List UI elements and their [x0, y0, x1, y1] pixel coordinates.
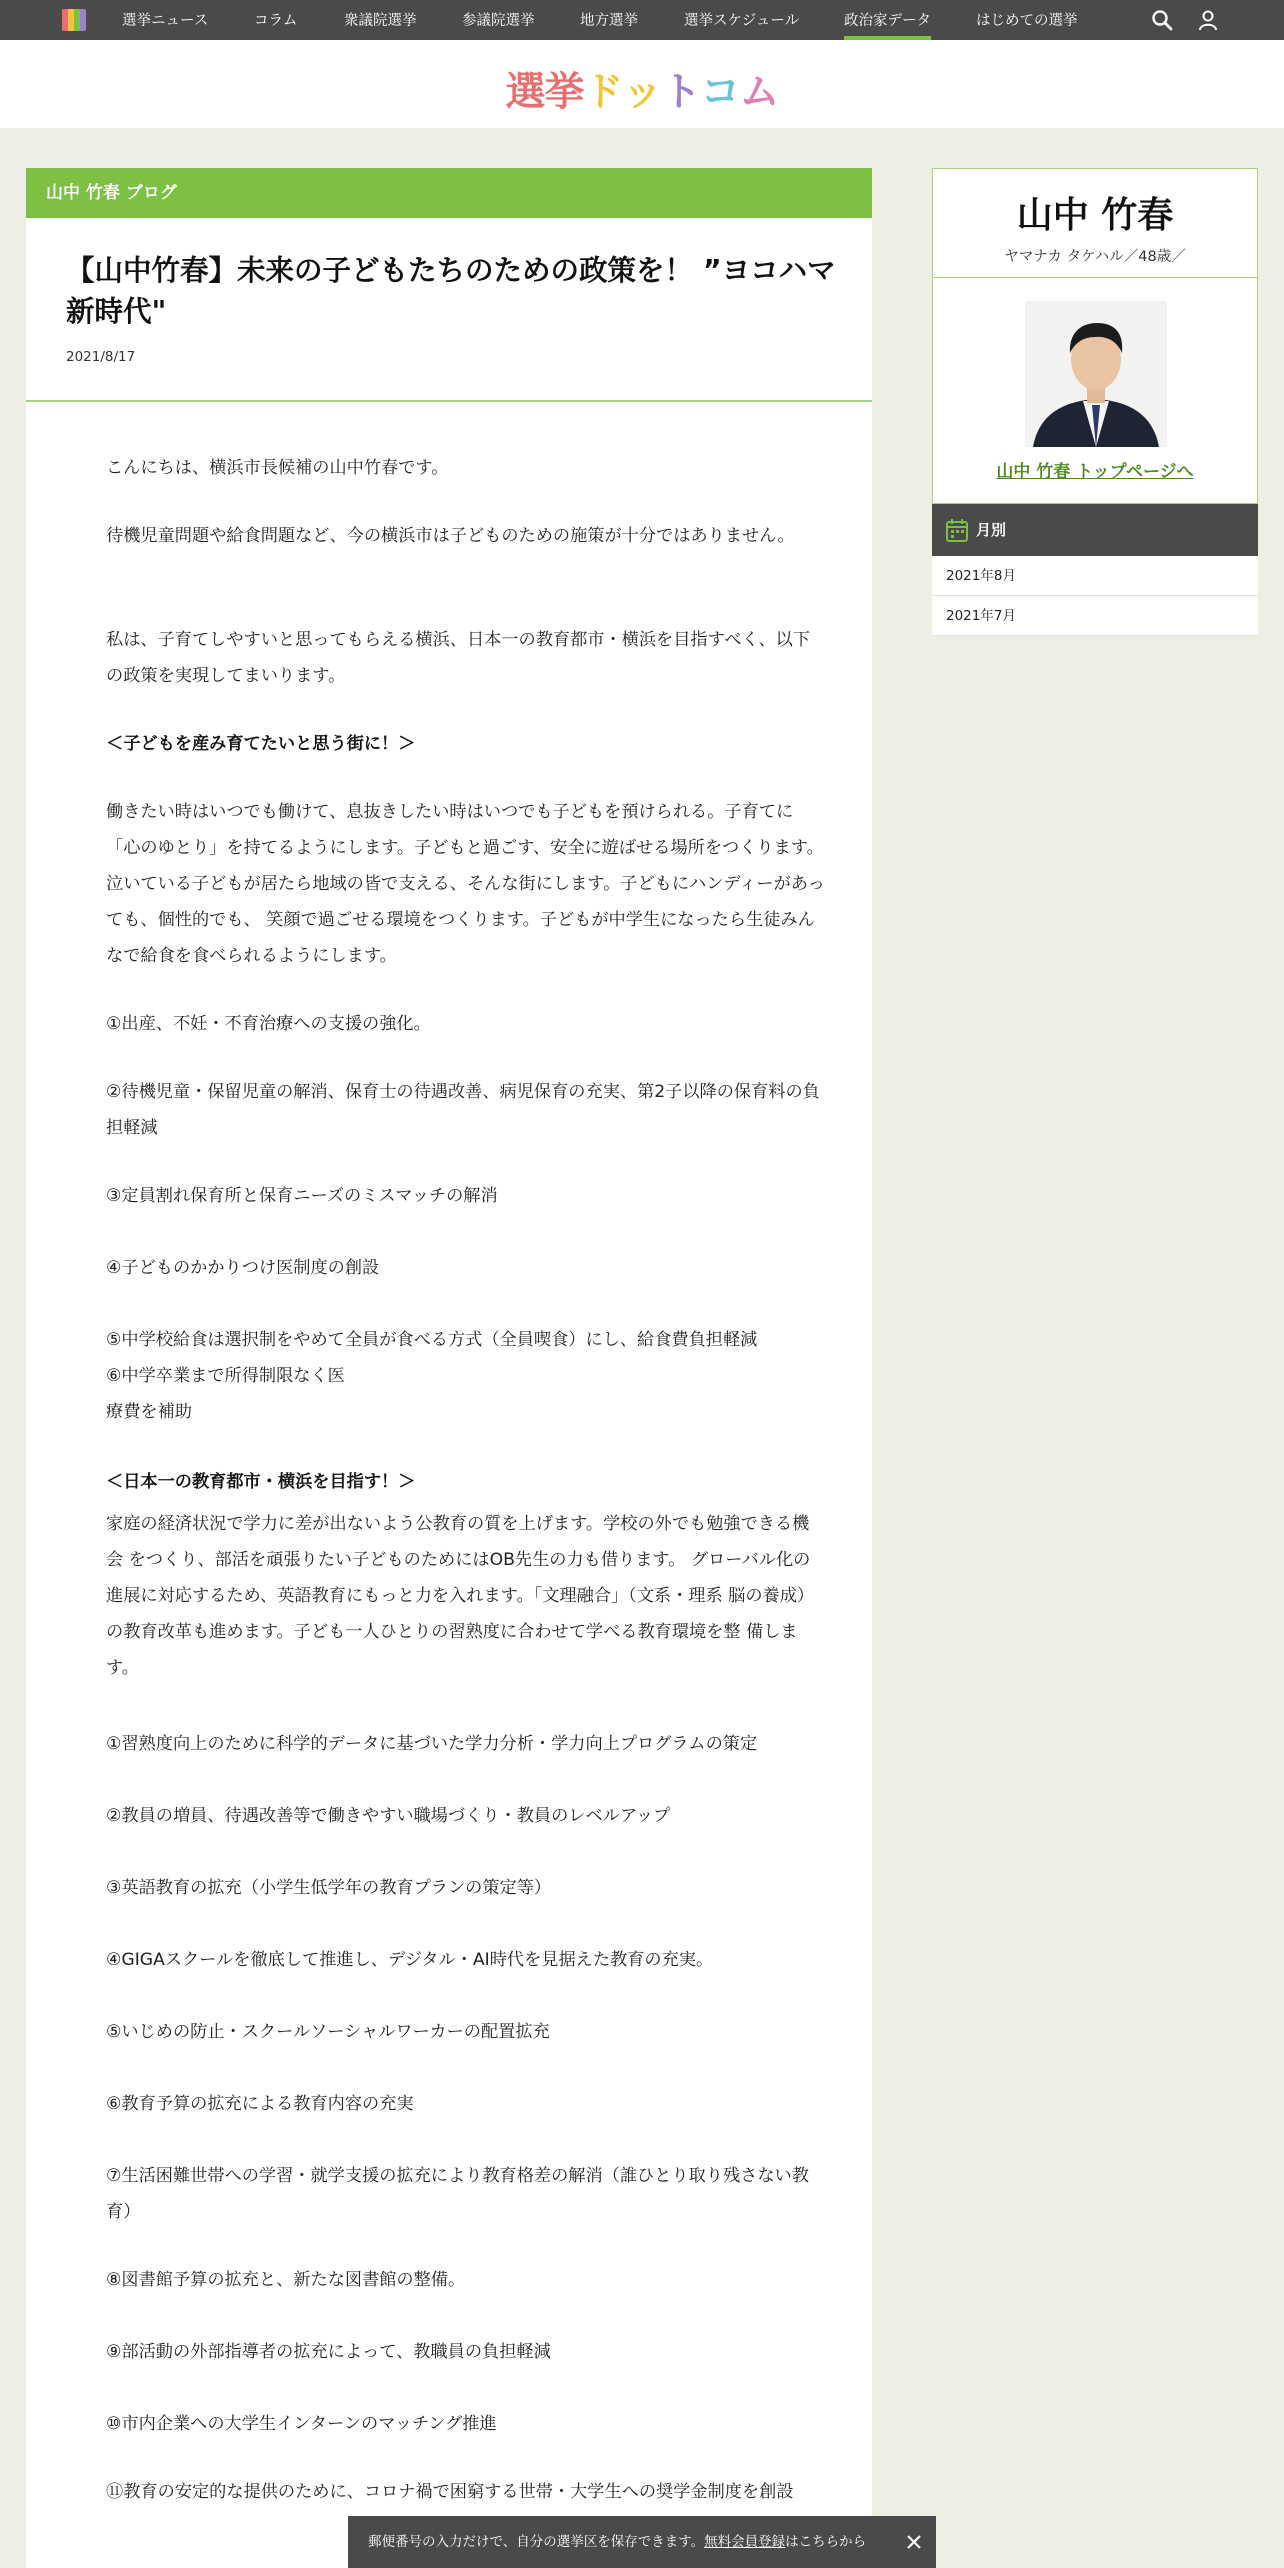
- paragraph: 家庭の経済状況で学力に差が出ないよう公教育の質を上げます。学校の外でも勉強できる機会 をつくり、部活を頑張りたい子どものためにはOB先生の力も借ります。 グローバル化の進展に対応するため、英語教育にもっと力を入れます。「文理融合」（文系・理系 脳の養成）の教育改革も進めます。子ども一人ひとりの習熟度に合わせて学べる教育環境を整 備します。: [106, 1514, 815, 1678]
- list-item: ①出産、不妊・不育治療への支援の強化。: [106, 1014, 431, 1034]
- list-item: ⑤中学校給食は選択制をやめて全員が食べる方式（全員喫食）にし、給食費負担軽減: [106, 1330, 758, 1350]
- post-title: 【山中竹春】未来の子どもたちのための政策を！ ”ヨコハマ新時代": [66, 254, 836, 328]
- section-heading: ＜子どもを産み育てたいと思う街に！＞: [106, 734, 416, 754]
- list-item: 療費を補助: [106, 1402, 192, 1422]
- list-item: ③英語教育の拡充（小学生低学年の教育プランの策定等）: [106, 1878, 552, 1898]
- nav-item-first-election[interactable]: はじめての選挙: [976, 13, 1078, 29]
- paragraph: 待機児童問題や給食問題など、今の横浜市は子どものための施策が十分ではありません。: [106, 526, 795, 546]
- banner-text-suffix: はこちらから: [785, 2534, 867, 2550]
- list-item: ①習熟度向上のために科学的データに基づいた学力分析・学力向上プログラムの策定: [106, 1734, 758, 1754]
- list-item: ②待機児童・保留児童の解消、保育士の待遇改善、病児保育の充実、第2子以降の保育料の負担軽減: [106, 1082, 820, 1138]
- politician-photo[interactable]: [1025, 301, 1167, 447]
- user-icon[interactable]: [1196, 8, 1220, 32]
- list-item: ⑦生活困難世帯への学習・就学支援の拡充により教育格差の解消（誰ひとり取り残さない教育）: [106, 2166, 809, 2222]
- month-archive-link[interactable]: 2021年8月: [932, 556, 1258, 596]
- close-icon[interactable]: [902, 2530, 926, 2554]
- menu-logo-icon[interactable]: [62, 9, 86, 31]
- politician-top-page-link[interactable]: 山中 竹春 トップページへ: [996, 462, 1194, 482]
- politician-name: 山中 竹春: [1016, 195, 1174, 236]
- monthly-archive-title: 月別: [976, 521, 1007, 539]
- nav-item-house-of-representatives[interactable]: 衆議院選挙: [344, 13, 417, 29]
- calendar-icon: [946, 518, 968, 542]
- site-logo[interactable]: 選 挙 ド ッ ト コ ム: [505, 68, 779, 115]
- section-heading: ＜日本一の教育都市・横浜を目指す！＞: [106, 1472, 416, 1492]
- divider: [26, 400, 872, 402]
- nav-item-politician-data[interactable]: 政治家データ: [844, 0, 931, 40]
- nav-item-column[interactable]: コラム: [254, 13, 298, 29]
- list-item: ⑩市内企業への大学生インターンのマッチング推進: [106, 2414, 497, 2434]
- blog-section-title: 山中 竹春 ブログ: [26, 168, 872, 218]
- paragraph: こんにちは、横浜市長候補の山中竹春です。: [106, 458, 449, 478]
- paragraph: 私は、子育てしやすいと思ってもらえる横浜、日本一の教育都市・横浜を目指すべく、以下の政策を実現してまいります。: [106, 630, 811, 686]
- list-item: ④子どものかかりつけ医制度の創設: [106, 1258, 380, 1278]
- list-item: ③定員割れ保育所と保育ニーズのミスマッチの解消: [106, 1186, 498, 1206]
- list-item: ④GIGAスクールを徹底して推進し、デジタル・AI時代を見据えた教育の充実。: [106, 1950, 714, 1970]
- banner-text: 郵便番号の入力だけで、自分の選挙区を保存できます。: [368, 2534, 705, 2550]
- divider: [933, 277, 1257, 278]
- politician-kana-age: ヤマナカ タケハル／48歳／: [1004, 249, 1186, 265]
- list-item: ⑤いじめの防止・スクールソーシャルワーカーの配置拡充: [106, 2022, 550, 2042]
- post-date: 2021/8/17: [66, 349, 136, 365]
- nav-item-local-elections[interactable]: 地方選挙: [580, 13, 638, 29]
- blog-article: [26, 168, 872, 2568]
- nav-item-house-of-councillors[interactable]: 参議院選挙: [462, 13, 535, 29]
- list-item: ⑧図書館予算の拡充と、新たな図書館の整備。: [106, 2270, 466, 2290]
- free-signup-link[interactable]: 無料会員登録: [704, 2534, 786, 2550]
- nav-item-news[interactable]: 選挙ニュース: [122, 13, 209, 29]
- profile-card: [932, 168, 1258, 504]
- search-icon[interactable]: [1150, 8, 1174, 32]
- list-item: ⑨部活動の外部指導者の拡充によって、教職員の負担軽減: [106, 2342, 551, 2362]
- site-header: [0, 40, 1284, 128]
- list-item: ⑪教育の安定的な提供のために、コロナ禍で困窮する世帯・大学生への奨学金制度を創設: [106, 2482, 794, 2502]
- top-nav: [0, 0, 1284, 40]
- nav-item-schedule[interactable]: 選挙スケジュール: [684, 13, 800, 29]
- list-item: ②教員の増員、待遇改善等で働きやすい職場づくり・教員のレベルアップ: [106, 1806, 671, 1826]
- registration-banner: [348, 2516, 936, 2568]
- sidebar: [932, 168, 1258, 636]
- paragraph: 働きたい時はいつでも働けて、息抜きしたい時はいつでも子どもを預けられる。子育てに「心のゆとり」を持てるようにします。子どもと過ごす、安全に遊ばせる場所をつくります。泣いている子どもが居たら地域の皆で支える、そんな街にします。子どもにハンディーがあっても、個性的でも、 笑顔で過ごせる環境をつくります。子どもが中学生になったら生徒みんなで給食を食べられるようにします。: [106, 802, 825, 966]
- month-archive-link[interactable]: 2021年7月: [932, 596, 1258, 636]
- monthly-archive-header: [932, 504, 1258, 556]
- list-item: ⑥教育予算の拡充による教育内容の充実: [106, 2094, 414, 2114]
- list-item: ⑥中学卒業まで所得制限なく医: [106, 1366, 345, 1386]
